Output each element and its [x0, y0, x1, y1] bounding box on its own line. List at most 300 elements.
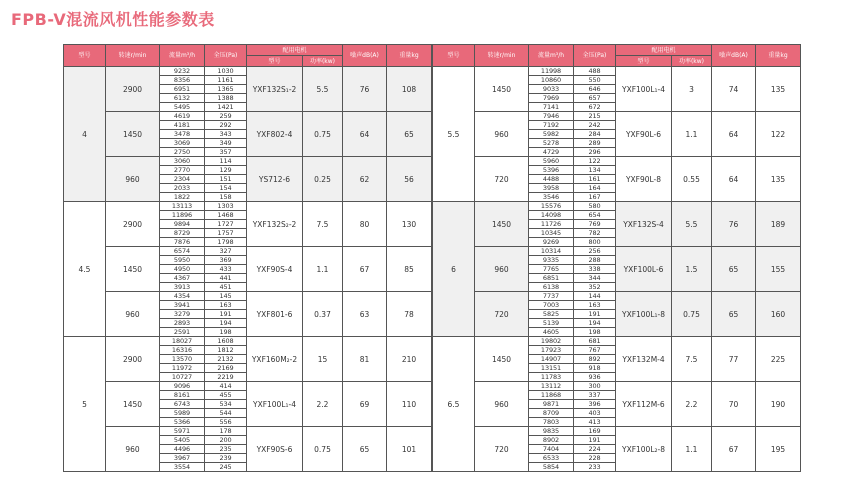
pressure-cell: 1161 — [205, 76, 247, 85]
airflow-cell: 7803 — [529, 418, 574, 427]
motor-model-cell: YXF802-4 — [247, 112, 303, 157]
airflow-cell: 13151 — [529, 364, 574, 373]
header-motor-model: 型号 — [616, 56, 672, 67]
weight-cell: 108 — [387, 67, 432, 112]
airflow-cell: 3958 — [529, 184, 574, 193]
table-row — [64, 427, 432, 436]
pressure-cell: 191 — [574, 436, 616, 445]
pressure-cell: 296 — [574, 148, 616, 157]
weight-cell: 190 — [756, 382, 801, 427]
power-cell: 1.1 — [303, 247, 343, 292]
motor-model-cell: YXF100L₁-8 — [616, 292, 672, 337]
speed-cell: 1450 — [106, 382, 160, 427]
pressure-cell: 657 — [574, 94, 616, 103]
noise-cell: 67 — [343, 247, 387, 292]
performance-table-right — [432, 44, 801, 472]
pressure-cell: 343 — [205, 130, 247, 139]
header-power: 功率(kw) — [303, 56, 343, 67]
airflow-cell: 5989 — [160, 409, 205, 418]
pressure-cell: 1365 — [205, 85, 247, 94]
power-cell: 7.5 — [672, 337, 712, 382]
speed-cell: 2900 — [106, 202, 160, 247]
pressure-cell: 769 — [574, 220, 616, 229]
airflow-cell: 7946 — [529, 112, 574, 121]
pressure-cell: 441 — [205, 274, 247, 283]
airflow-cell: 9232 — [160, 67, 205, 76]
airflow-cell: 13113 — [160, 202, 205, 211]
power-cell: 2.2 — [303, 382, 343, 427]
motor-model-cell: YXF132S₂-2 — [247, 202, 303, 247]
speed-cell: 720 — [475, 292, 529, 337]
noise-cell: 62 — [343, 157, 387, 202]
table-row — [433, 157, 801, 166]
airflow-cell: 8729 — [160, 229, 205, 238]
speed-cell: 960 — [475, 247, 529, 292]
pressure-cell: 433 — [205, 265, 247, 274]
pressure-cell: 2169 — [205, 364, 247, 373]
power-cell: 0.25 — [303, 157, 343, 202]
weight-cell: 135 — [756, 67, 801, 112]
header-model: 型号 — [64, 45, 106, 67]
airflow-cell: 18027 — [160, 337, 205, 346]
table-row — [64, 112, 432, 121]
header-speed: 转速r/min — [475, 45, 529, 67]
motor-model-cell: YXF90L-8 — [616, 157, 672, 202]
motor-model-cell: YXF132S₁-2 — [247, 67, 303, 112]
fan-model-cell: 4 — [64, 67, 106, 202]
pressure-cell: 169 — [574, 427, 616, 436]
airflow-cell: 4950 — [160, 265, 205, 274]
table-row — [433, 67, 801, 76]
pressure-cell: 550 — [574, 76, 616, 85]
pressure-cell: 151 — [205, 175, 247, 184]
noise-cell: 64 — [712, 157, 756, 202]
pressure-cell: 544 — [205, 409, 247, 418]
pressure-cell: 646 — [574, 85, 616, 94]
pressure-cell: 178 — [205, 427, 247, 436]
weight-cell: 110 — [387, 382, 432, 427]
page-title: FPB-V混流风机性能参数表 — [11, 10, 215, 29]
airflow-cell: 15576 — [529, 202, 574, 211]
pressure-cell: 1727 — [205, 220, 247, 229]
airflow-cell: 5366 — [160, 418, 205, 427]
airflow-cell: 7969 — [529, 94, 574, 103]
airflow-cell: 4619 — [160, 112, 205, 121]
airflow-cell: 2033 — [160, 184, 205, 193]
airflow-cell: 2750 — [160, 148, 205, 157]
table-row — [433, 247, 801, 256]
pressure-cell: 327 — [205, 247, 247, 256]
airflow-cell: 9894 — [160, 220, 205, 229]
motor-model-cell: YXF801-6 — [247, 292, 303, 337]
pressure-cell: 344 — [574, 274, 616, 283]
pressure-cell: 242 — [574, 121, 616, 130]
airflow-cell: 3279 — [160, 310, 205, 319]
weight-cell: 130 — [387, 202, 432, 247]
weight-cell: 135 — [756, 157, 801, 202]
weight-cell: 155 — [756, 247, 801, 292]
motor-model-cell: YXF90L-6 — [616, 112, 672, 157]
pressure-cell: 455 — [205, 391, 247, 400]
airflow-cell: 6574 — [160, 247, 205, 256]
pressure-cell: 580 — [574, 202, 616, 211]
pressure-cell: 349 — [205, 139, 247, 148]
airflow-cell: 4488 — [529, 175, 574, 184]
airflow-cell: 4367 — [160, 274, 205, 283]
power-cell: 0.55 — [672, 157, 712, 202]
weight-cell: 195 — [756, 427, 801, 472]
pressure-cell: 235 — [205, 445, 247, 454]
table-row — [64, 337, 432, 346]
speed-cell: 1450 — [475, 202, 529, 247]
pressure-cell: 228 — [574, 454, 616, 463]
pressure-cell: 672 — [574, 103, 616, 112]
noise-cell: 70 — [712, 382, 756, 427]
weight-cell: 122 — [756, 112, 801, 157]
pressure-cell: 534 — [205, 400, 247, 409]
header-motor: 配用电机 — [247, 45, 343, 56]
speed-cell: 960 — [106, 292, 160, 337]
pressure-cell: 145 — [205, 292, 247, 301]
airflow-cell: 6951 — [160, 85, 205, 94]
airflow-cell: 11896 — [160, 211, 205, 220]
table-row — [64, 247, 432, 256]
pressure-cell: 154 — [205, 184, 247, 193]
pressure-cell: 414 — [205, 382, 247, 391]
airflow-cell: 9269 — [529, 238, 574, 247]
noise-cell: 77 — [712, 337, 756, 382]
pressure-cell: 191 — [205, 310, 247, 319]
pressure-cell: 233 — [574, 463, 616, 472]
airflow-cell: 11726 — [529, 220, 574, 229]
airflow-cell: 3060 — [160, 157, 205, 166]
airflow-cell: 11783 — [529, 373, 574, 382]
header-model: 型号 — [433, 45, 475, 67]
pressure-cell: 215 — [574, 112, 616, 121]
pressure-cell: 1388 — [205, 94, 247, 103]
pressure-cell: 288 — [574, 256, 616, 265]
pressure-cell: 681 — [574, 337, 616, 346]
noise-cell: 64 — [343, 112, 387, 157]
header-motor-model: 型号 — [247, 56, 303, 67]
speed-cell: 960 — [106, 157, 160, 202]
airflow-cell: 5405 — [160, 436, 205, 445]
pressure-cell: 164 — [574, 184, 616, 193]
motor-model-cell: YXF132M-4 — [616, 337, 672, 382]
airflow-cell: 5825 — [529, 310, 574, 319]
pressure-cell: 767 — [574, 346, 616, 355]
airflow-cell: 7003 — [529, 301, 574, 310]
table-row — [433, 382, 801, 391]
header-pressure: 全压(Pa) — [574, 45, 616, 67]
weight-cell: 65 — [387, 112, 432, 157]
weight-cell: 189 — [756, 202, 801, 247]
airflow-cell: 3554 — [160, 463, 205, 472]
airflow-cell: 5950 — [160, 256, 205, 265]
pressure-cell: 163 — [205, 301, 247, 310]
noise-cell: 65 — [712, 247, 756, 292]
airflow-cell: 5971 — [160, 427, 205, 436]
pressure-cell: 369 — [205, 256, 247, 265]
airflow-cell: 13570 — [160, 355, 205, 364]
power-cell: 1.1 — [672, 112, 712, 157]
table-row — [433, 112, 801, 121]
airflow-cell: 14098 — [529, 211, 574, 220]
airflow-cell: 14907 — [529, 355, 574, 364]
airflow-cell: 9835 — [529, 427, 574, 436]
airflow-cell: 5139 — [529, 319, 574, 328]
noise-cell: 67 — [712, 427, 756, 472]
pressure-cell: 1757 — [205, 229, 247, 238]
power-cell: 0.75 — [303, 112, 343, 157]
airflow-cell: 4729 — [529, 148, 574, 157]
airflow-cell: 5982 — [529, 130, 574, 139]
speed-cell: 1450 — [106, 112, 160, 157]
speed-cell: 960 — [475, 112, 529, 157]
header-airflow: 流量m³/h — [160, 45, 205, 67]
pressure-cell: 357 — [205, 148, 247, 157]
pressure-cell: 892 — [574, 355, 616, 364]
motor-model-cell: YS712-6 — [247, 157, 303, 202]
noise-cell: 69 — [343, 382, 387, 427]
pressure-cell: 918 — [574, 364, 616, 373]
airflow-cell: 3913 — [160, 283, 205, 292]
airflow-cell: 17923 — [529, 346, 574, 355]
motor-model-cell: YXF132S-4 — [616, 202, 672, 247]
airflow-cell: 10860 — [529, 76, 574, 85]
pressure-cell: 1421 — [205, 103, 247, 112]
pressure-cell: 194 — [574, 319, 616, 328]
weight-cell: 101 — [387, 427, 432, 472]
pressure-cell: 191 — [574, 310, 616, 319]
pressure-cell: 163 — [574, 301, 616, 310]
header-weight: 重量kg — [387, 45, 432, 67]
header-noise: 噪声dB(A) — [712, 45, 756, 67]
airflow-cell: 3941 — [160, 301, 205, 310]
power-cell: 5.5 — [303, 67, 343, 112]
table-row — [64, 67, 432, 76]
noise-cell: 65 — [712, 292, 756, 337]
pressure-cell: 300 — [574, 382, 616, 391]
speed-cell: 720 — [475, 157, 529, 202]
noise-cell: 64 — [712, 112, 756, 157]
pressure-cell: 451 — [205, 283, 247, 292]
airflow-cell: 5960 — [529, 157, 574, 166]
pressure-cell: 224 — [574, 445, 616, 454]
airflow-cell: 7192 — [529, 121, 574, 130]
pressure-cell: 256 — [574, 247, 616, 256]
pressure-cell: 198 — [574, 328, 616, 337]
pressure-cell: 1030 — [205, 67, 247, 76]
airflow-cell: 7141 — [529, 103, 574, 112]
pressure-cell: 936 — [574, 373, 616, 382]
table-row — [433, 337, 801, 346]
airflow-cell: 5854 — [529, 463, 574, 472]
pressure-cell: 352 — [574, 283, 616, 292]
pressure-cell: 289 — [574, 139, 616, 148]
pressure-cell: 337 — [574, 391, 616, 400]
speed-cell: 1450 — [475, 67, 529, 112]
power-cell: 1.5 — [672, 247, 712, 292]
airflow-cell: 8709 — [529, 409, 574, 418]
airflow-cell: 4181 — [160, 121, 205, 130]
airflow-cell: 10345 — [529, 229, 574, 238]
airflow-cell: 7404 — [529, 445, 574, 454]
pressure-cell: 1303 — [205, 202, 247, 211]
speed-cell: 2900 — [106, 337, 160, 382]
motor-model-cell: YXF90S-4 — [247, 247, 303, 292]
speed-cell: 720 — [475, 427, 529, 472]
pressure-cell: 556 — [205, 418, 247, 427]
noise-cell: 76 — [343, 67, 387, 112]
pressure-cell: 1468 — [205, 211, 247, 220]
airflow-cell: 6138 — [529, 283, 574, 292]
motor-model-cell: YXF100L-6 — [616, 247, 672, 292]
weight-cell: 78 — [387, 292, 432, 337]
pressure-cell: 292 — [205, 121, 247, 130]
airflow-cell: 10727 — [160, 373, 205, 382]
noise-cell: 76 — [712, 202, 756, 247]
table-row — [64, 202, 432, 211]
weight-cell: 56 — [387, 157, 432, 202]
airflow-cell: 5278 — [529, 139, 574, 148]
power-cell: 0.37 — [303, 292, 343, 337]
pressure-cell: 782 — [574, 229, 616, 238]
weight-cell: 210 — [387, 337, 432, 382]
power-cell: 3 — [672, 67, 712, 112]
airflow-cell: 6851 — [529, 274, 574, 283]
airflow-cell: 4605 — [529, 328, 574, 337]
pressure-cell: 396 — [574, 400, 616, 409]
airflow-cell: 7876 — [160, 238, 205, 247]
noise-cell: 80 — [343, 202, 387, 247]
pressure-cell: 200 — [205, 436, 247, 445]
airflow-cell: 3546 — [529, 193, 574, 202]
airflow-cell: 11868 — [529, 391, 574, 400]
pressure-cell: 122 — [574, 157, 616, 166]
airflow-cell: 13112 — [529, 382, 574, 391]
motor-model-cell: YXF100L₁-4 — [247, 382, 303, 427]
header-speed: 转速r/min — [106, 45, 160, 67]
airflow-cell: 4354 — [160, 292, 205, 301]
pressure-cell: 413 — [574, 418, 616, 427]
airflow-cell: 3069 — [160, 139, 205, 148]
header-weight: 重量kg — [756, 45, 801, 67]
header-pressure: 全压(Pa) — [205, 45, 247, 67]
performance-table-left — [63, 44, 432, 472]
motor-model-cell: YXF100L₁-4 — [616, 67, 672, 112]
pressure-cell: 194 — [205, 319, 247, 328]
table-row — [64, 382, 432, 391]
pressure-cell: 129 — [205, 166, 247, 175]
airflow-cell: 9871 — [529, 400, 574, 409]
pressure-cell: 1798 — [205, 238, 247, 247]
noise-cell: 65 — [343, 427, 387, 472]
power-cell: 7.5 — [303, 202, 343, 247]
power-cell: 0.75 — [303, 427, 343, 472]
airflow-cell: 8356 — [160, 76, 205, 85]
noise-cell: 63 — [343, 292, 387, 337]
pressure-cell: 2219 — [205, 373, 247, 382]
speed-cell: 1450 — [106, 247, 160, 292]
pressure-cell: 403 — [574, 409, 616, 418]
pressure-cell: 198 — [205, 328, 247, 337]
table-row — [64, 292, 432, 301]
pressure-cell: 284 — [574, 130, 616, 139]
fan-model-cell: 6.5 — [433, 337, 475, 472]
speed-cell: 960 — [106, 427, 160, 472]
airflow-cell: 9335 — [529, 256, 574, 265]
airflow-cell: 5396 — [529, 166, 574, 175]
pressure-cell: 167 — [574, 193, 616, 202]
power-cell: 5.5 — [672, 202, 712, 247]
power-cell: 2.2 — [672, 382, 712, 427]
airflow-cell: 5495 — [160, 103, 205, 112]
pressure-cell: 239 — [205, 454, 247, 463]
airflow-cell: 7737 — [529, 292, 574, 301]
pressure-cell: 259 — [205, 112, 247, 121]
pressure-cell: 338 — [574, 265, 616, 274]
pressure-cell: 161 — [574, 175, 616, 184]
power-cell: 15 — [303, 337, 343, 382]
fan-model-cell: 5.5 — [433, 67, 475, 202]
pressure-cell: 488 — [574, 67, 616, 76]
fan-model-cell: 5 — [64, 337, 106, 472]
airflow-cell: 3478 — [160, 130, 205, 139]
airflow-cell: 7765 — [529, 265, 574, 274]
table-row — [433, 292, 801, 301]
fan-model-cell: 4.5 — [64, 202, 106, 337]
header-power: 功率(kw) — [672, 56, 712, 67]
airflow-cell: 8902 — [529, 436, 574, 445]
airflow-cell: 19802 — [529, 337, 574, 346]
weight-cell: 85 — [387, 247, 432, 292]
motor-model-cell: YXF112M-6 — [616, 382, 672, 427]
airflow-cell: 11972 — [160, 364, 205, 373]
airflow-cell: 6132 — [160, 94, 205, 103]
weight-cell: 225 — [756, 337, 801, 382]
airflow-cell: 10314 — [529, 247, 574, 256]
pressure-cell: 134 — [574, 166, 616, 175]
header-noise: 噪声dB(A) — [343, 45, 387, 67]
power-cell: 0.75 — [672, 292, 712, 337]
airflow-cell: 6533 — [529, 454, 574, 463]
airflow-cell: 2893 — [160, 319, 205, 328]
noise-cell: 74 — [712, 67, 756, 112]
motor-model-cell: YXF100L₂-8 — [616, 427, 672, 472]
table-row — [64, 157, 432, 166]
airflow-cell: 11998 — [529, 67, 574, 76]
motor-model-cell: YXF160M₂-2 — [247, 337, 303, 382]
airflow-cell: 9096 — [160, 382, 205, 391]
pressure-cell: 2132 — [205, 355, 247, 364]
airflow-cell: 16316 — [160, 346, 205, 355]
airflow-cell: 4496 — [160, 445, 205, 454]
pressure-cell: 245 — [205, 463, 247, 472]
airflow-cell: 8161 — [160, 391, 205, 400]
pressure-cell: 1812 — [205, 346, 247, 355]
airflow-cell: 2591 — [160, 328, 205, 337]
airflow-cell: 1822 — [160, 193, 205, 202]
header-motor: 配用电机 — [616, 45, 712, 56]
airflow-cell: 3967 — [160, 454, 205, 463]
table-row — [433, 202, 801, 211]
fan-model-cell: 6 — [433, 202, 475, 337]
pressure-cell: 654 — [574, 211, 616, 220]
pressure-cell: 158 — [205, 193, 247, 202]
speed-cell: 1450 — [475, 337, 529, 382]
airflow-cell: 2304 — [160, 175, 205, 184]
